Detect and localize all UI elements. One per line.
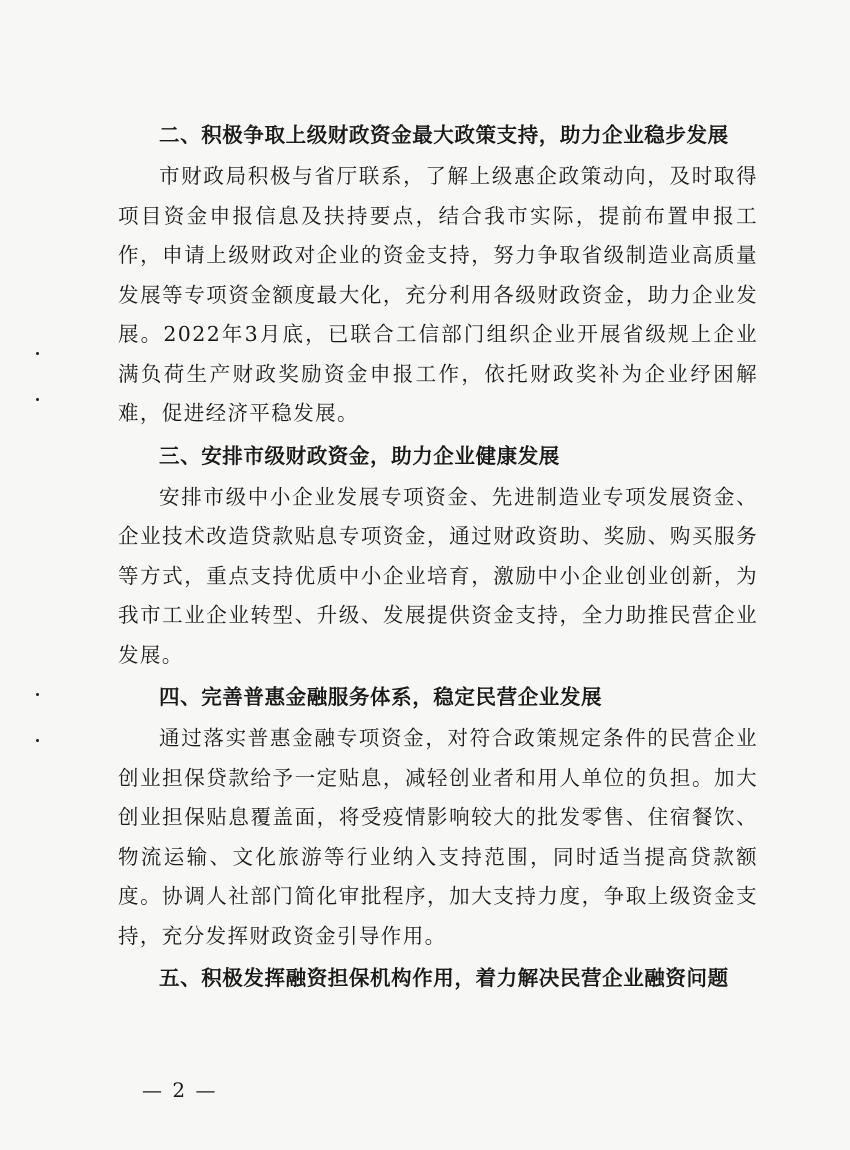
page-number: — 2 —	[142, 1078, 218, 1102]
section-4	[118, 680, 758, 956]
section-5	[118, 961, 758, 996]
section-3	[118, 439, 758, 676]
section-2	[118, 118, 758, 434]
document-body	[118, 118, 758, 1000]
section-heading: 五、积极发挥融资担保机构作用，着力解决民营企业融资问题	[159, 966, 729, 990]
scan-speck	[36, 398, 39, 401]
section-heading: 四、完善普惠金融服务体系，稳定民营企业发展	[159, 685, 603, 709]
section-paragraph: 通过落实普惠金融专项资金，对符合政策规定条件的民营企业创业担保贷款给予一定贴息，减轻创业者和用人单位的负担。加大创业担保贴息覆盖面，将受疫情影响较大的批发零售、住宿餐饮、物流运输、文化旅游等行业纳入支持范围，同时适当提高贷款额度。协调人社部门简化审批程序，加大支持力度，争取上级资金支持，充分发挥财政资金引导作用。	[118, 726, 758, 948]
section-heading: 二、积极争取上级财政资金最大政策支持，助力企业稳步发展	[159, 123, 729, 147]
section-paragraph: 安排市级中小企业发展专项资金、先进制造业专项发展资金、企业技术改造贷款贴息专项资金，通过财政资助、奖励、购买服务等方式，重点支持优质中小企业培育，激励中小企业创业创新，为我市工业企业转型、升级、发展提供资金支持，全力助推民营企业发展。	[118, 484, 758, 667]
scan-speck	[36, 693, 39, 696]
section-heading: 三、安排市级财政资金，助力企业健康发展	[159, 443, 560, 468]
section-paragraph: 市财政局积极与省厅联系，了解上级惠企政策动向，及时取得项目资金申报信息及扶持要点，结合我市实际，提前布置申报工作，申请上级财政对企业的资金支持，努力争取省级制造业高质量发展等专项资金额度最大化，充分利用各级财政资金，助力企业发展。2022年3月底，已联合工信部门组织企业开展省级规上企业满负荷生产财政奖励资金申报工作，依托财政奖补为企业纾困解难，促进经济平稳发展。	[118, 164, 758, 425]
scan-speck	[36, 739, 39, 742]
scan-speck	[36, 352, 39, 355]
